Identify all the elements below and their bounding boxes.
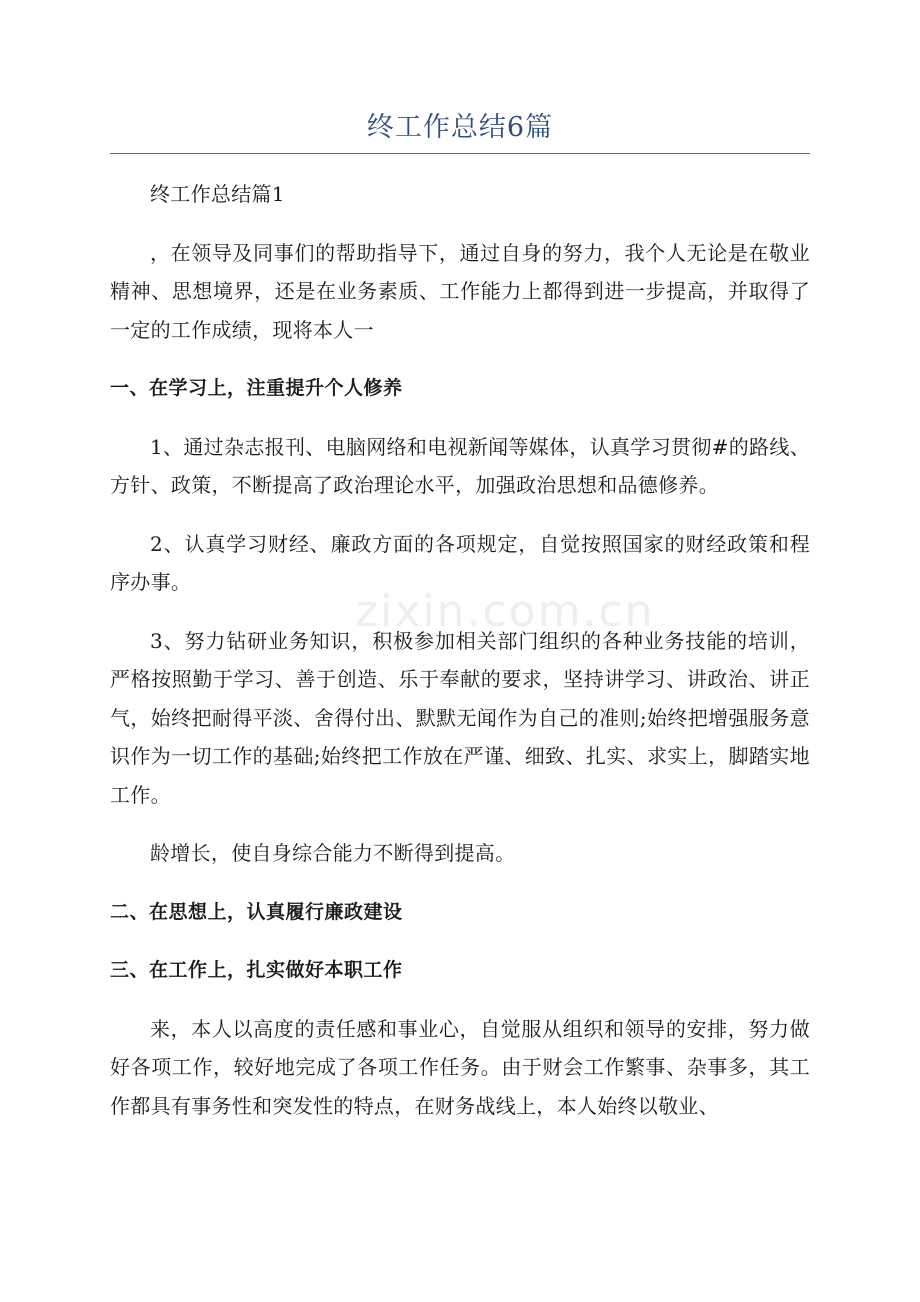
document-body [110, 175, 810, 1125]
watermark: zixin.com.cn [355, 586, 655, 637]
spacer [110, 873, 810, 893]
paragraph-item-3: 3、努力钻研业务知识，积极参加相关部门组织的各种业务技能的培训，严格按照勤于学习、善于创造、乐于奉献的要求，坚持讲学习、讲政治、讲正气，始终把耐得平淡、舍得付出、默默无闻作为自己的准则;始终把增强服务意识作为一切工作的基础;始终把工作放在严谨、细致、扎实、求实上，脚踏实地工作。 [110, 628, 810, 807]
spacer [110, 602, 810, 622]
title-underline [110, 153, 810, 154]
intro-paragraph: ，在领导及同事们的帮助指导下，通过自身的努力，我个人无论是在敬业精神、思想境界，还是在业务素质、工作能力上都得到进一步提高，并取得了一定的工作成绩，现将本人一 [110, 240, 810, 342]
spacer [110, 931, 810, 951]
paragraph-growth: 龄增长，使自身综合能力不断得到提高。 [150, 841, 516, 865]
paragraph-item-1: 1、通过杂志报刊、电脑网络和电视新闻等媒体，认真学习贯彻#的路线、方针、政策，不断提高了政治理论水平，加强政治思想和品德修养。 [110, 434, 810, 497]
spacer [110, 814, 810, 834]
spacer [110, 408, 810, 428]
spacer [110, 990, 810, 1010]
heading-work: 三、在工作上，扎实做好本职工作 [110, 959, 403, 981]
spacer [110, 505, 810, 525]
spacer [110, 349, 810, 369]
section-subtitle: 终工作总结篇1 [150, 182, 285, 206]
spacer [110, 214, 810, 234]
paragraph-work: 来，本人以高度的责任感和事业心，自觉服从组织和领导的安排，努力做好各项工作，较好地完成了各项工作任务。由于财会工作繁事、杂事多，其工作都具有事务性和突发性的特点，在财务战线上，本人始终以敬业、 [110, 1016, 810, 1118]
heading-study: 一、在学习上，注重提升个人修养 [110, 377, 403, 399]
paragraph-item-2: 2、认真学习财经、廉政方面的各项规定，自觉按照国家的财经政策和程序办事。 [110, 531, 810, 594]
document-title: 终工作总结6篇 [366, 112, 554, 143]
heading-thought: 二、在思想上，认真履行廉政建设 [110, 900, 403, 923]
